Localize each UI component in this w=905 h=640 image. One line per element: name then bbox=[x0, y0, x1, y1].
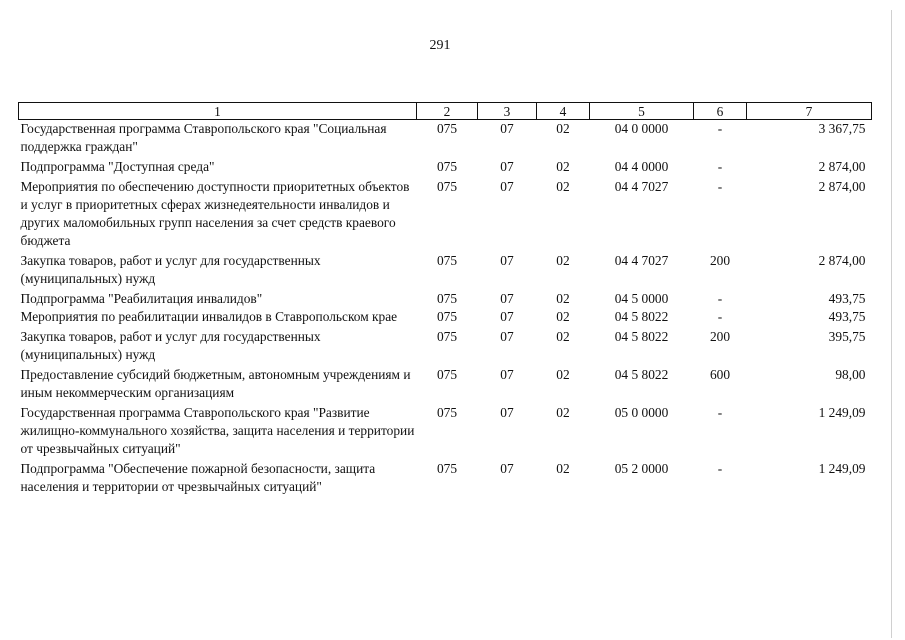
table-row bbox=[19, 252, 872, 290]
row-code-target: 04 0 0000 bbox=[614, 121, 669, 136]
row-code-expense-type: 200 bbox=[709, 253, 731, 268]
table-row bbox=[19, 308, 872, 328]
column-header-6: 6 bbox=[694, 103, 747, 120]
row-amount: 1 249,09 bbox=[818, 461, 866, 476]
row-code-ministry: 075 bbox=[436, 121, 458, 136]
row-name: Государственная программа Ставропольского края "Развитие жилищно-коммунального хозяйства, защита населения и территории от чрезвычайных ситуаций" bbox=[20, 405, 415, 456]
column-header-1: 1 bbox=[19, 103, 417, 120]
row-code-section: 07 bbox=[500, 461, 514, 476]
row-name: Закупка товаров, работ и услуг для государственных (муниципальных) нужд bbox=[20, 253, 321, 286]
row-code-subsection: 02 bbox=[556, 291, 570, 306]
row-amount: 2 874,00 bbox=[818, 179, 866, 194]
row-code-expense-type: - bbox=[717, 405, 723, 420]
row-code-ministry: 075 bbox=[436, 461, 458, 476]
scan-edge-line bbox=[891, 10, 892, 638]
row-code-expense-type: - bbox=[717, 309, 723, 324]
row-code-expense-type: - bbox=[717, 121, 723, 136]
row-name: Подпрограмма "Обеспечение пожарной безопасности, защита населения и территории от чрезвычайных ситуаций" bbox=[20, 461, 376, 494]
row-code-subsection: 02 bbox=[556, 159, 570, 174]
row-code-section: 07 bbox=[500, 179, 514, 194]
row-code-ministry: 075 bbox=[436, 309, 458, 324]
row-code-target: 04 5 0000 bbox=[614, 291, 669, 306]
table-row bbox=[19, 178, 872, 252]
row-code-expense-type: 600 bbox=[709, 367, 731, 382]
row-amount: 493,75 bbox=[828, 309, 866, 324]
row-code-target: 04 4 7027 bbox=[614, 179, 669, 194]
row-code-target: 04 4 7027 bbox=[614, 253, 669, 268]
row-code-subsection: 02 bbox=[556, 329, 570, 344]
row-code-subsection: 02 bbox=[556, 179, 570, 194]
budget-table bbox=[18, 102, 872, 496]
row-code-section: 07 bbox=[500, 329, 514, 344]
column-header-4: 4 bbox=[537, 103, 590, 120]
table-row bbox=[19, 366, 872, 404]
row-code-target: 05 0 0000 bbox=[614, 405, 669, 420]
table-row bbox=[19, 460, 872, 496]
column-header-2: 2 bbox=[417, 103, 478, 120]
row-amount: 2 874,00 bbox=[818, 159, 866, 174]
row-code-target: 04 5 8022 bbox=[614, 329, 669, 344]
row-code-subsection: 02 bbox=[556, 461, 570, 476]
row-amount: 2 874,00 bbox=[818, 253, 866, 268]
row-code-expense-type: - bbox=[717, 291, 723, 306]
row-code-section: 07 bbox=[500, 405, 514, 420]
row-name: Мероприятия по обеспечению доступности приоритетных объектов и услуг в приоритетных сферах жизнедеятельности инвалидов и других маломобильных групп населения за счет средств краевого бюджета bbox=[20, 179, 410, 248]
row-name: Мероприятия по реабилитации инвалидов в Ставропольском крае bbox=[20, 309, 398, 324]
row-code-subsection: 02 bbox=[556, 367, 570, 382]
row-code-subsection: 02 bbox=[556, 121, 570, 136]
row-code-subsection: 02 bbox=[556, 405, 570, 420]
row-code-section: 07 bbox=[500, 121, 514, 136]
row-code-ministry: 075 bbox=[436, 179, 458, 194]
row-code-ministry: 075 bbox=[436, 405, 458, 420]
table-row bbox=[19, 158, 872, 178]
row-name: Предоставление субсидий бюджетным, автономным учреждениям и иным некоммерческим организациям bbox=[20, 367, 411, 400]
row-code-section: 07 bbox=[500, 253, 514, 268]
column-header-3: 3 bbox=[478, 103, 537, 120]
row-amount: 395,75 bbox=[828, 329, 866, 344]
row-code-expense-type: - bbox=[717, 179, 723, 194]
row-amount: 98,00 bbox=[835, 367, 866, 382]
row-amount: 493,75 bbox=[828, 291, 866, 306]
row-code-target: 05 2 0000 bbox=[614, 461, 669, 476]
row-code-target: 04 5 8022 bbox=[614, 309, 669, 324]
row-code-section: 07 bbox=[500, 291, 514, 306]
row-code-subsection: 02 bbox=[556, 309, 570, 324]
row-name: Подпрограмма "Доступная среда" bbox=[20, 159, 215, 174]
row-code-ministry: 075 bbox=[436, 367, 458, 382]
row-code-ministry: 075 bbox=[436, 253, 458, 268]
column-header-7: 7 bbox=[747, 103, 872, 120]
row-name: Подпрограмма "Реабилитация инвалидов" bbox=[20, 291, 263, 306]
table-row bbox=[19, 328, 872, 366]
page-number: 291 bbox=[429, 38, 451, 53]
column-header-5: 5 bbox=[590, 103, 694, 120]
row-code-expense-type: - bbox=[717, 159, 723, 174]
header-row bbox=[19, 103, 872, 120]
row-code-target: 04 5 8022 bbox=[614, 367, 669, 382]
row-name: Закупка товаров, работ и услуг для государственных (муниципальных) нужд bbox=[20, 329, 321, 362]
row-amount: 1 249,09 bbox=[818, 405, 866, 420]
row-code-subsection: 02 bbox=[556, 253, 570, 268]
row-code-target: 04 4 0000 bbox=[614, 159, 669, 174]
row-code-ministry: 075 bbox=[436, 291, 458, 306]
row-code-ministry: 075 bbox=[436, 329, 458, 344]
table-row bbox=[19, 404, 872, 460]
row-amount: 3 367,75 bbox=[818, 121, 866, 136]
table-row bbox=[19, 120, 872, 159]
row-code-expense-type: - bbox=[717, 461, 723, 476]
row-code-expense-type: 200 bbox=[709, 329, 731, 344]
row-name: Государственная программа Ставропольского края "Социальная поддержка граждан" bbox=[20, 121, 387, 154]
row-code-section: 07 bbox=[500, 309, 514, 324]
row-code-section: 07 bbox=[500, 367, 514, 382]
row-code-ministry: 075 bbox=[436, 159, 458, 174]
row-code-section: 07 bbox=[500, 159, 514, 174]
table-row bbox=[19, 290, 872, 308]
